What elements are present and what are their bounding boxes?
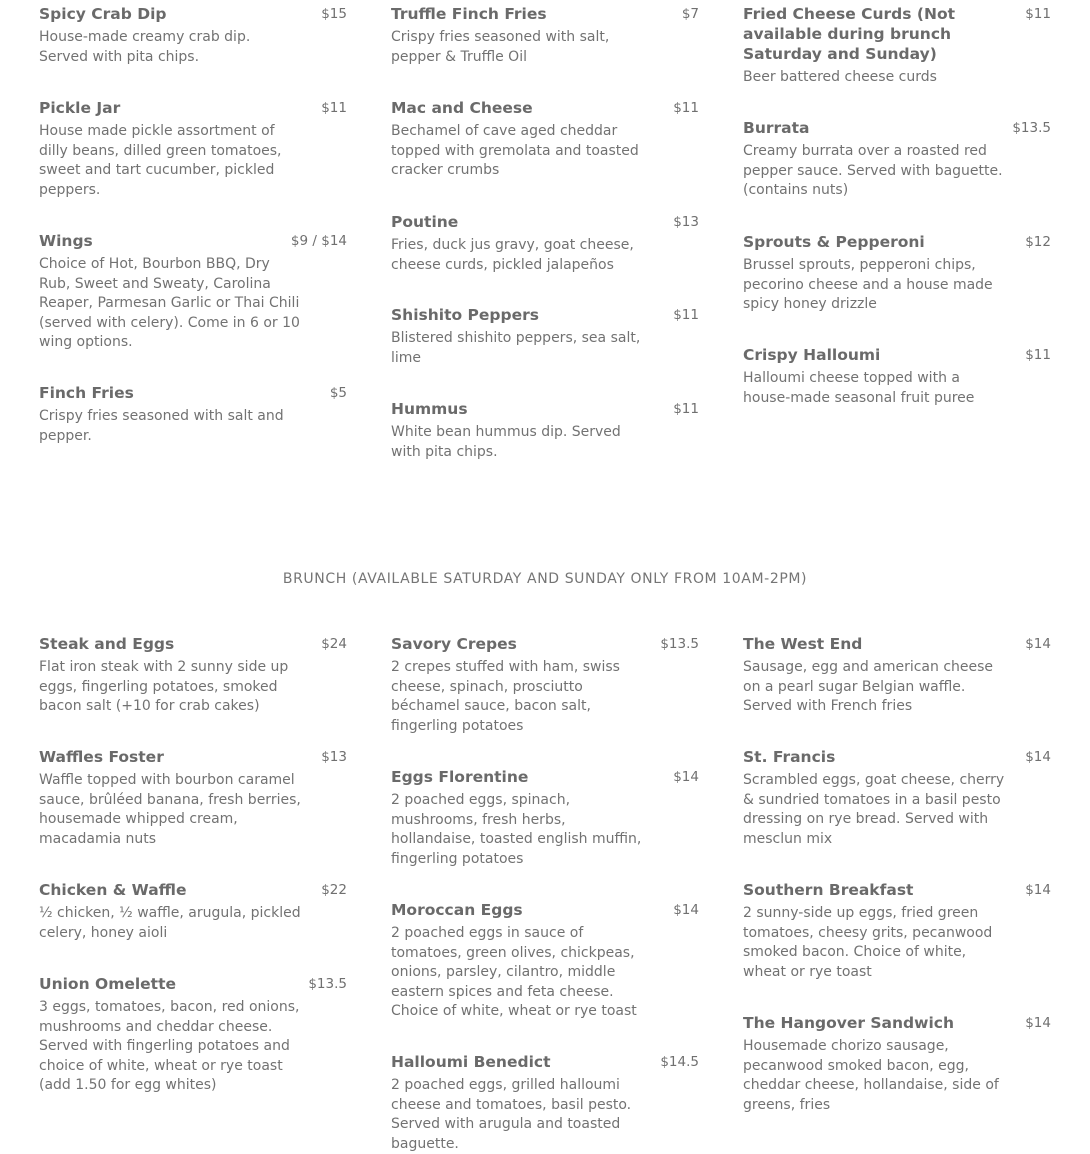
menu-item [391,212,699,275]
item-name: Waffles Foster [39,748,164,766]
item-description: Beer battered cheese curds [743,69,937,85]
item-description: 3 eggs, tomatoes, bacon, red onions, mushrooms and cheddar cheese. Served with fingerling potatoes and choice of white, wheat or rye toast (add 1.50 for egg whites) [39,999,300,1094]
item-name: Finch Fries [39,384,134,402]
menu-item [391,900,699,1022]
item-name: Crispy Halloumi [743,346,881,364]
brunch-section-title: BRUNCH (AVAILABLE SATURDAY AND SUNDAY ONLY FROM 10AM-2PM) [282,571,808,587]
item-name: Poutine [391,213,459,231]
item-name: Hummus [391,400,468,418]
item-description: Crispy fries seasoned with salt and pepper. [39,408,284,444]
menu-item [39,974,347,1096]
item-description: 2 poached eggs in sauce of tomatoes, green olives, chickpeas, onions, parsley, cilantro, middle eastern spices and feta cheese. Choice of white, wheat or rye toast [391,925,637,1020]
item-name: Halloumi Benedict [391,1053,551,1071]
item-price: $5 [329,385,347,401]
menu-item [743,232,1051,315]
menu-item [39,383,347,446]
menu-item [39,4,347,67]
item-price: $11 [673,401,699,417]
item-description: Crispy fries seasoned with salt, pepper & Truffle Oil [391,29,610,65]
item-name: Chicken & Waffle [39,881,187,899]
item-price: $13.5 [1012,120,1051,136]
item-description: Brussel sprouts, pepperoni chips, pecorino cheese and a house made spicy honey drizzle [743,257,993,313]
item-description: House-made creamy crab dip. Served with pita chips. [39,29,251,65]
item-name: Fried Cheese Curds (Not available during brunch Saturday and Sunday) [743,5,956,63]
item-description: Sausage, egg and american cheese on a pearl sugar Belgian waffle. Served with French fries [743,659,994,715]
menu-item [39,634,347,717]
item-description: White bean hummus dip. Served with pita chips. [391,424,621,460]
item-description: Choice of Hot, Bourbon BBQ, Dry Rub, Sweet and Sweaty, Carolina Reaper, Parmesan Garlic or Thai Chili (served with celery). Come in 6 or 10 wing options. [39,256,300,351]
item-name: Union Omelette [39,975,177,993]
menu-item [743,345,1051,408]
menu-item [39,98,347,200]
menu-item [743,4,1051,88]
item-price: $14 [673,769,699,785]
item-price: $13.5 [308,976,347,992]
menu-item [743,880,1051,982]
item-description: 2 sunny-side up eggs, fried green tomatoes, cheesy grits, pecanwood smoked bacon. Choice of white, wheat or rye toast [743,905,993,980]
item-description: 2 poached eggs, spinach, mushrooms, fresh herbs, hollandaise, toasted english muffin, fingerling potatoes [391,792,642,867]
menu-item [391,1052,699,1154]
item-price: $13 [321,749,347,765]
menu-item [39,231,347,353]
item-price: $14 [1025,1015,1051,1031]
item-description: ½ chicken, ½ waffle, arugula, pickled celery, honey aioli [39,905,301,941]
item-name: Shishito Peppers [391,306,539,324]
item-name: Eggs Florentine [391,768,529,786]
item-description: Bechamel of cave aged cheddar topped with gremolata and toasted cracker crumbs [391,123,639,179]
item-price: $15 [321,6,347,22]
item-description: Housemade chorizo sausage, pecanwood smoked bacon, egg, cheddar cheese, hollandaise, side of greens, fries [743,1038,999,1113]
item-name: Burrata [743,119,810,137]
item-price: $11 [1025,347,1051,363]
item-description: 2 poached eggs, grilled halloumi cheese and tomatoes, basil pesto. Served with arugula and toasted baguette. [391,1077,632,1152]
item-description: House made pickle assortment of dilly beans, dilled green tomatoes, sweet and tart cucumber, pickled peppers. [39,123,282,198]
menu-item [391,399,699,462]
item-name: Truffle Finch Fries [391,5,547,23]
item-price: $24 [321,636,347,652]
item-description: Waffle topped with bourbon caramel sauce, brûléed banana, fresh berries, housemade whipped cream, macadamia nuts [39,772,301,847]
item-name: St. Francis [743,748,836,766]
menu-item [743,747,1051,849]
item-description: Flat iron steak with 2 sunny side up eggs, fingerling potatoes, smoked bacon salt (+10 for crab cakes) [39,659,289,715]
item-price: $14.5 [660,1054,699,1070]
item-price: $22 [321,882,347,898]
item-price: $14 [1025,882,1051,898]
menu-item [391,767,699,869]
item-description: Creamy burrata over a roasted red pepper sauce. Served with baguette. (contains nuts) [743,143,1003,199]
item-price: $13 [673,214,699,230]
item-price: $12 [1025,234,1051,250]
item-price: $9 / $14 [290,233,347,249]
item-price: $11 [673,100,699,116]
item-description: Blistered shishito peppers, sea salt, lime [391,330,641,366]
item-price: $14 [673,902,699,918]
item-name: Spicy Crab Dip [39,5,167,23]
menu-item [39,880,347,943]
menu-item [391,4,699,67]
item-description: Halloumi cheese topped with a house-made seasonal fruit puree [743,370,975,406]
item-price: $14 [1025,749,1051,765]
menu-item [743,1013,1051,1115]
item-name: The Hangover Sandwich [743,1014,954,1032]
item-name: Southern Breakfast [743,881,914,899]
item-description: 2 crepes stuffed with ham, swiss cheese, spinach, prosciutto béchamel sauce, bacon salt, fingerling potatoes [391,659,620,734]
menu-item [391,634,699,736]
item-price: $11 [321,100,347,116]
item-price: $11 [1025,6,1051,22]
menu-item [743,118,1051,201]
item-name: Pickle Jar [39,99,121,117]
item-price: $7 [681,6,699,22]
item-name: Sprouts & Pepperoni [743,233,925,251]
item-description: Scrambled eggs, goat cheese, cherry & sundried tomatoes in a basil pesto dressing on rye bread. Served with mesclun mix [743,772,1005,847]
item-price: $14 [1025,636,1051,652]
item-name: Mac and Cheese [391,99,533,117]
menu-item [39,747,347,849]
item-name: The West End [743,635,863,653]
item-name: Savory Crepes [391,635,517,653]
item-name: Steak and Eggs [39,635,175,653]
item-description: Fries, duck jus gravy, goat cheese, cheese curds, pickled jalapeños [391,237,634,273]
menu-item [743,634,1051,717]
menu-item [391,98,699,181]
item-name: Moroccan Eggs [391,901,523,919]
item-name: Wings [39,232,93,250]
item-price: $11 [673,307,699,323]
menu-item [391,305,699,368]
item-price: $13.5 [660,636,699,652]
